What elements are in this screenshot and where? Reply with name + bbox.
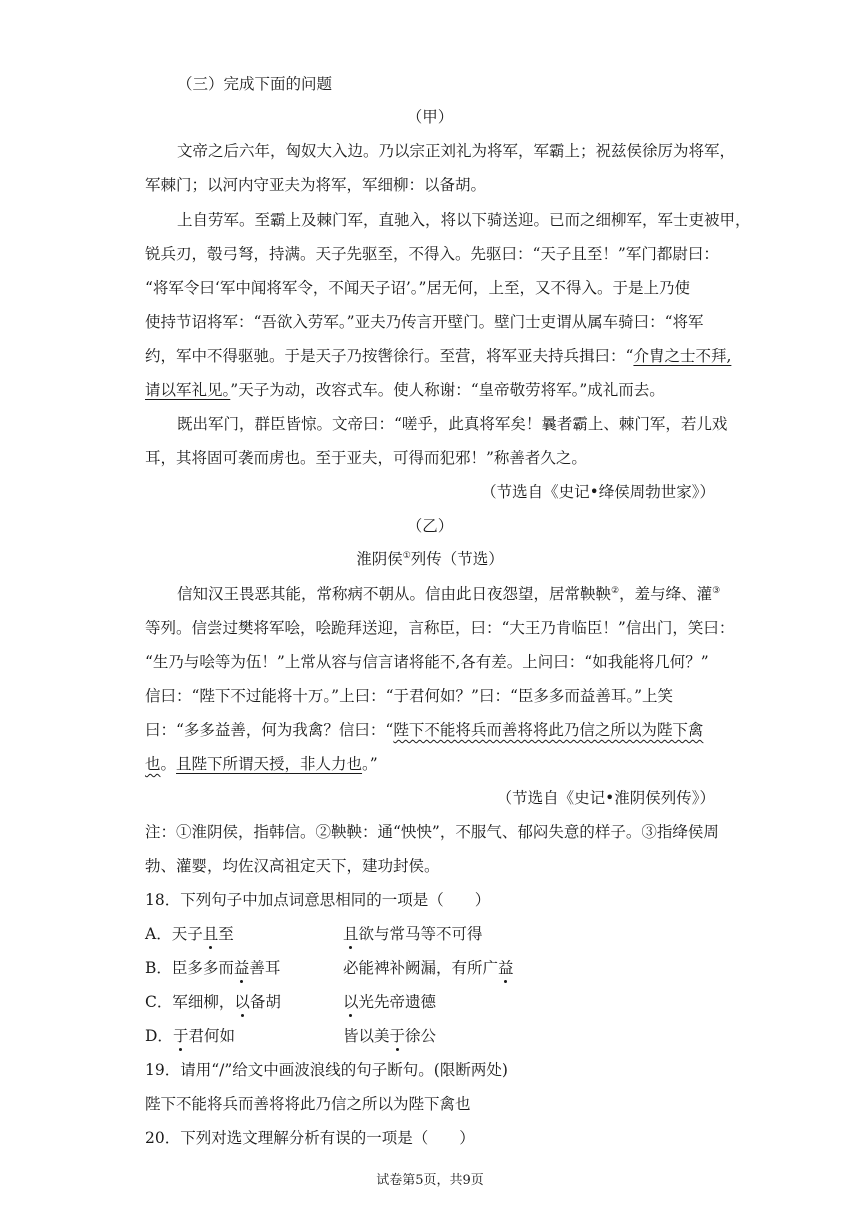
- q18-d-dotted-word: 于: [172, 1027, 189, 1045]
- yi-line6-close: 。”: [362, 755, 378, 773]
- q18-c-dotted-word: 以: [234, 993, 250, 1011]
- q18-option-d-compare: [343, 1026, 436, 1046]
- yi-line6-punct: 。: [160, 755, 177, 773]
- q18-option-b-compare: [343, 958, 514, 978]
- question-19-stem: 19．请用“/”给文中画波浪线的句子断句。(限断两处): [145, 1061, 508, 1079]
- q18-option-a-compare: [343, 924, 483, 944]
- yi-line2: 等列。信尝过樊将军哙，哙跪拜送迎，言称臣，曰：“大王乃肯临臣！”信出门，笑曰：: [145, 619, 735, 637]
- footnote-marker-1: ①: [402, 551, 411, 561]
- jia-p2-line6-text: ”天子为动，改容式车。使人称谢：“皇帝敬劳将军。”成礼而去。: [230, 381, 665, 399]
- jia-p2-line6: [145, 380, 665, 400]
- q18-b-label: B．臣多多而: [145, 959, 234, 977]
- yi-title-text: 淮阴侯: [356, 550, 403, 568]
- question-20-stem: 20．下列对选文理解分析有误的一项是（ ）: [145, 1129, 475, 1147]
- q18-option-c[interactable]: [145, 992, 281, 1012]
- yi-title-tail: 列传（节选）: [410, 550, 504, 568]
- jia-underlined-sentence-part2: 请以军礼见。: [145, 381, 231, 399]
- q18-a-label: A．天子: [145, 925, 203, 943]
- jia-p3-line2: 耳，其将固可袭而虏也。至于亚夫，可得而犯邪！”称善者久之。: [145, 449, 587, 467]
- yi-line6: [145, 754, 378, 774]
- q18-option-b[interactable]: [145, 958, 280, 978]
- yi-wavy-sentence-part1: 陛下不能将兵而善将将此乃信之所以为陛下禽: [393, 721, 704, 739]
- jia-p3-line1: 既出军门，群臣皆惊。文帝曰：“嗟乎，此真将军矣！曩者霸上、棘门军，若儿戏: [177, 415, 728, 433]
- q18-option-a[interactable]: [145, 924, 234, 944]
- notes-line2: 勃、灌婴，均佐汉高祖定天下，建功封侯。: [145, 857, 440, 875]
- passage-yi-label: （乙）: [406, 517, 454, 535]
- yi-line1-text-a: 信知汉王畏恶其能，常称病不朝从。信由此日夜怨望，居常鞅鞅: [177, 585, 612, 603]
- footnote-marker-3: ③: [712, 586, 721, 596]
- question-19-sentence: 陛下不能将兵而善将将此乃信之所以为陛下禽也: [145, 1095, 471, 1113]
- jia-p2-line1: 上自劳军。至霸上及棘门军，直驰入，将以下骑送迎。已而之细柳军，军士吏被甲，: [177, 211, 751, 229]
- notes-line1: 注：①淮阴侯，指韩信。②鞅鞅：通“怏怏”，不服气、郁闷失意的样子。③指绛侯周: [145, 823, 719, 841]
- yi-line1: [177, 584, 720, 604]
- q18-d-compare-head: 皆以美: [343, 1027, 390, 1045]
- q18-a-tail: 至: [218, 925, 234, 943]
- q18-option-d[interactable]: [145, 1026, 235, 1046]
- q18-c-label: C．军细柳，: [145, 993, 235, 1011]
- q18-b-compare-head: 必能裨补阙漏，有所广: [343, 959, 499, 977]
- footnote-marker-2: ②: [611, 586, 620, 596]
- yi-line3: “生乃与哙等为伍！”上常从容与信言诸将能不,各有差。上问曰：“如我能将几何？”: [145, 653, 709, 671]
- jia-p1-line1: 文帝之后六年，匈奴大入边。乃以宗正刘礼为将军，军霸上；祝兹侯徐厉为将军，: [177, 142, 736, 160]
- page-footer: 试卷第5页，共9页: [376, 1173, 484, 1188]
- q18-d-label: D．: [145, 1027, 173, 1045]
- jia-p2-line3: “将军令曰‘军中闻将军令，不闻天子诏’。”居无何，上至，又不得入。于是上乃使: [145, 279, 690, 297]
- q18-c-compare-dotted-word: 以: [343, 993, 359, 1011]
- q18-a-compare-dotted-word: 且: [343, 925, 359, 943]
- yi-line4: 信曰：“陛下不过能将十万。”上曰：“于君何如？”曰：“臣多多而益善耳。”上笑: [145, 687, 674, 705]
- q18-b-compare-dotted-word: 益: [498, 959, 514, 977]
- q18-b-dotted-word: 益: [233, 959, 250, 977]
- q18-b-tail: 善耳: [249, 959, 281, 977]
- jia-p2-line4: 使持节诏将军：“吾欲入劳军。”亚夫乃传言开壁门。壁门士吏谓从属车骑曰：“将军: [145, 313, 704, 331]
- q18-c-compare-tail: 光先帝遗德: [358, 993, 437, 1011]
- passage-yi-title: [0, 549, 860, 569]
- q18-d-compare-tail: 徐公: [405, 1027, 437, 1045]
- q18-d-tail: 君何如: [188, 1027, 235, 1045]
- jia-p2-line5: [145, 346, 731, 366]
- question-18-stem: 18．下列句子中加点词意思相同的一项是（ ）: [145, 891, 491, 909]
- jia-p1-line2: 军棘门；以河内守亚夫为将军，军细柳：以备胡。: [145, 176, 487, 194]
- q18-d-compare-dotted-word: 于: [389, 1027, 406, 1045]
- section-title: （三）完成下面的问题: [177, 75, 333, 93]
- yi-source: （节选自《史记•淮阴侯列传》）: [496, 789, 715, 807]
- jia-p2-line2: 锐兵刃，彀弓弩，持满。天子先驱至，不得入。先驱曰：“天子且至！”军门都尉曰：: [145, 245, 719, 263]
- yi-underlined-sentence: 且陛下所谓天授，非人力也: [176, 755, 363, 773]
- q18-c-tail: 备胡: [249, 993, 281, 1011]
- yi-line5: [145, 720, 703, 740]
- jia-source: （节选自《史记•绛侯周勃世家》）: [481, 483, 715, 501]
- passage-jia-label: （甲）: [406, 108, 454, 126]
- q18-option-c-compare: [343, 992, 436, 1012]
- yi-line5-text: 曰：“多多益善，何为我禽？信曰：“: [145, 721, 394, 739]
- yi-wavy-sentence-part2: 也: [145, 755, 161, 773]
- jia-underlined-sentence-part1: 介胄之士不拜,: [633, 347, 732, 365]
- yi-line1-text-b: ，羞与绛、灌: [619, 585, 713, 603]
- q18-a-dotted-word: 且: [202, 925, 219, 943]
- jia-p2-line5-text: 约，军中不得驱驰。于是天子乃按辔徐行。至营，将军亚夫持兵揖曰：“: [145, 347, 634, 365]
- q18-a-compare-tail: 欲与常马等不可得: [358, 925, 483, 943]
